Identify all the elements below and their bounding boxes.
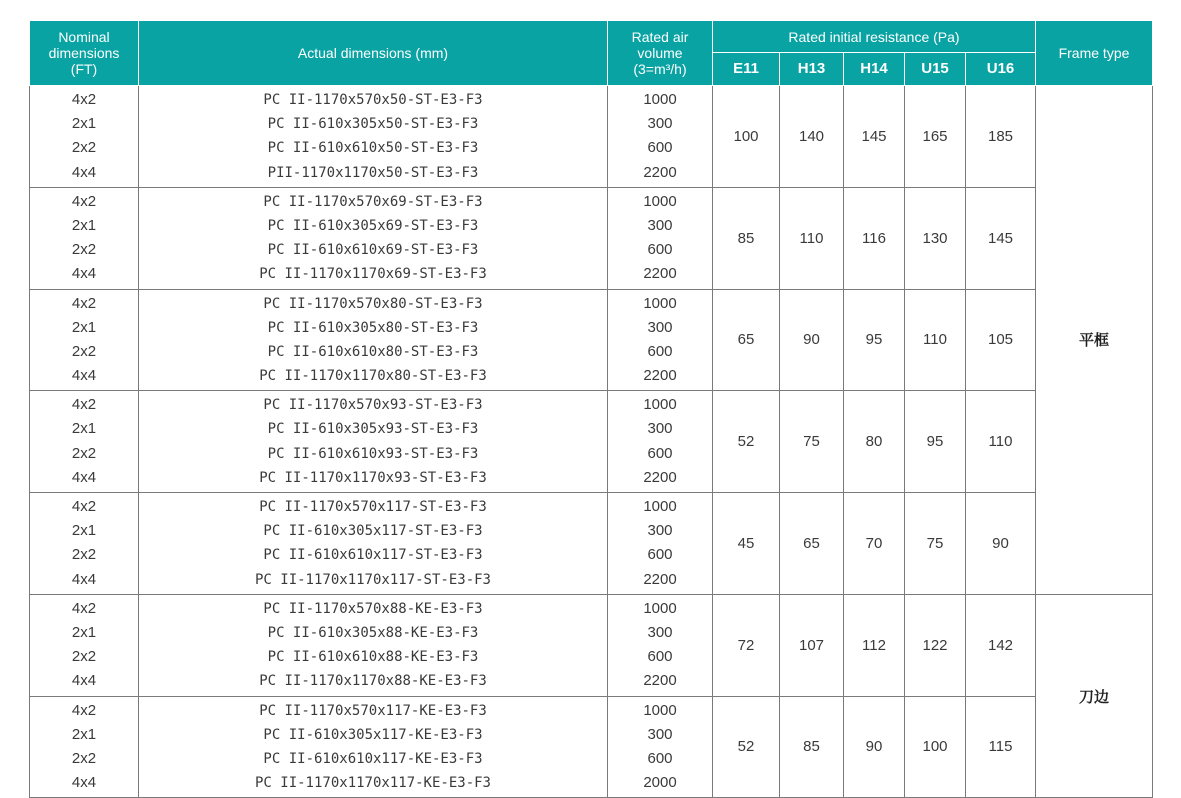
nominal-dimension-value: 4x2 xyxy=(71,396,97,414)
actual-dimension-value: PC II-610x305x117-KE-E3-F3 xyxy=(263,726,483,743)
nominal-dimension-value: 2x2 xyxy=(71,546,97,564)
actual-dimension-value: PC II-610x610x80-ST-E3-F3 xyxy=(267,343,479,360)
nominal-dimension-cell xyxy=(30,696,139,798)
nominal-dimension-cell xyxy=(30,187,139,289)
actual-dimension-value: PC II-610x610x69-ST-E3-F3 xyxy=(267,242,479,259)
resistance-e11: 72 xyxy=(713,594,780,696)
resistance-h13: 90 xyxy=(780,289,844,391)
nominal-dimension-cell xyxy=(30,594,139,696)
actual-dimension-cell xyxy=(139,493,608,595)
rated-air-volume-cell xyxy=(608,289,713,391)
rated-air-volume-value: 1000 xyxy=(643,396,677,414)
resistance-u15: 95 xyxy=(905,391,966,493)
rated-air-volume-value: 300 xyxy=(647,725,673,743)
nominal-dimension-value: 4x4 xyxy=(71,163,97,181)
resistance-h13: 140 xyxy=(780,86,844,188)
header-grade-u16: U16 xyxy=(966,53,1036,86)
nominal-dimension-value: 4x2 xyxy=(71,498,97,515)
resistance-h14: 145 xyxy=(844,86,905,188)
resistance-h13: 110 xyxy=(780,187,844,289)
actual-dimension-value: PC II-610x305x50-ST-E3-F3 xyxy=(267,116,479,133)
nominal-dimension-value: 2x2 xyxy=(71,444,97,462)
nominal-dimension-value: 2x1 xyxy=(71,623,97,641)
header-grade-u15: U15 xyxy=(905,53,966,86)
nominal-dimension-value: 4x2 xyxy=(71,192,97,210)
resistance-h13: 65 xyxy=(780,493,844,595)
header-resistance: Rated initial resistance (Pa) xyxy=(713,21,1036,53)
rated-air-volume-value: 2200 xyxy=(643,265,677,283)
resistance-e11: 52 xyxy=(713,391,780,493)
table-row-group xyxy=(30,187,1153,289)
table-row-group xyxy=(30,391,1153,493)
resistance-h14: 95 xyxy=(844,289,905,391)
resistance-e11: 65 xyxy=(713,289,780,391)
nominal-dimension-cell xyxy=(30,391,139,493)
actual-dimension-value: PC II-1170x570x93-ST-E3-F3 xyxy=(263,397,483,414)
actual-dimension-value: PC II-1170x570x80-ST-E3-F3 xyxy=(263,295,483,312)
header-airflow: Rated air volume (3=m³/h) xyxy=(608,21,713,86)
actual-dimension-value: PC II-610x305x117-ST-E3-F3 xyxy=(263,523,483,540)
actual-dimension-value: PC II-1170x570x69-ST-E3-F3 xyxy=(263,193,483,210)
nominal-dimension-cell xyxy=(30,86,139,188)
nominal-dimension-value: 4x2 xyxy=(71,91,97,108)
actual-dimension-value: PC II-1170x570x117-KE-E3-F3 xyxy=(259,702,487,719)
actual-dimension-value: PC II-1170x1170x69-ST-E3-F3 xyxy=(259,266,487,283)
nominal-dimension-value: 2x1 xyxy=(71,318,97,336)
resistance-h13: 75 xyxy=(780,391,844,493)
header-grade-e11: E11 xyxy=(713,53,780,86)
actual-dimension-cell xyxy=(139,594,608,696)
resistance-h14: 112 xyxy=(844,594,905,696)
table-row-group xyxy=(30,696,1153,798)
resistance-h14: 80 xyxy=(844,391,905,493)
actual-dimension-cell xyxy=(139,86,608,188)
table-row-group xyxy=(30,493,1153,595)
actual-dimension-value: PC II-1170x1170x93-ST-E3-F3 xyxy=(259,469,487,486)
rated-air-volume-value: 300 xyxy=(647,216,673,234)
header-nominal: Nominal dimensions (FT) xyxy=(30,21,139,86)
rated-air-volume-value: 300 xyxy=(647,318,673,336)
actual-dimension-cell xyxy=(139,187,608,289)
nominal-dimension-value: 4x4 xyxy=(71,672,97,690)
resistance-u15: 122 xyxy=(905,594,966,696)
nominal-dimension-value: 4x2 xyxy=(71,294,97,312)
rated-air-volume-value: 600 xyxy=(647,241,673,259)
rated-air-volume-value: 300 xyxy=(647,115,673,133)
nominal-dimension-cell xyxy=(30,289,139,391)
actual-dimension-value: PII-1170x1170x50-ST-E3-F3 xyxy=(267,164,479,181)
header-actual: Actual dimensions (mm) xyxy=(139,21,608,86)
resistance-u15: 130 xyxy=(905,187,966,289)
actual-dimension-value: PC II-610x305x69-ST-E3-F3 xyxy=(267,217,479,234)
actual-dimension-value: PC II-610x610x88-KE-E3-F3 xyxy=(267,649,479,666)
nominal-dimension-value: 2x2 xyxy=(71,749,97,767)
nominal-dimension-value: 2x2 xyxy=(71,342,97,360)
actual-dimension-cell xyxy=(139,391,608,493)
nominal-dimension-value: 2x1 xyxy=(71,725,97,743)
resistance-h14: 90 xyxy=(844,696,905,798)
actual-dimension-value: PC II-1170x1170x117-ST-E3-F3 xyxy=(254,571,491,588)
actual-dimension-cell xyxy=(139,696,608,798)
actual-dimension-value: PC II-1170x570x88-KE-E3-F3 xyxy=(263,600,483,617)
nominal-dimension-value: 4x2 xyxy=(71,701,97,719)
actual-dimension-value: PC II-610x305x88-KE-E3-F3 xyxy=(267,624,479,641)
actual-dimension-value: PC II-610x305x80-ST-E3-F3 xyxy=(267,319,479,336)
resistance-e11: 100 xyxy=(713,86,780,188)
frame-type: 刀边 xyxy=(1036,594,1153,798)
resistance-u16: 142 xyxy=(966,594,1036,696)
rated-air-volume-value: 300 xyxy=(647,623,673,641)
nominal-dimension-value: 4x4 xyxy=(71,468,97,486)
rated-air-volume-value: 600 xyxy=(647,648,673,666)
nominal-dimension-value: 2x2 xyxy=(71,648,97,666)
resistance-u15: 110 xyxy=(905,289,966,391)
table-row-group xyxy=(30,594,1153,696)
resistance-u15: 165 xyxy=(905,86,966,188)
resistance-h13: 107 xyxy=(780,594,844,696)
nominal-dimension-value: 2x2 xyxy=(71,139,97,157)
rated-air-volume-value: 1000 xyxy=(643,498,677,515)
header-frame: Frame type xyxy=(1036,21,1153,86)
actual-dimension-value: PC II-610x610x50-ST-E3-F3 xyxy=(267,140,479,157)
actual-dimension-value: PC II-1170x1170x117-KE-E3-F3 xyxy=(254,775,491,792)
rated-air-volume-value: 2200 xyxy=(643,367,677,385)
rated-air-volume-cell xyxy=(608,493,713,595)
table-row-group xyxy=(30,86,1153,188)
resistance-h14: 70 xyxy=(844,493,905,595)
resistance-u16: 110 xyxy=(966,391,1036,493)
actual-dimension-value: PC II-1170x1170x80-ST-E3-F3 xyxy=(259,368,487,385)
rated-air-volume-value: 1000 xyxy=(643,294,677,312)
rated-air-volume-value: 1000 xyxy=(643,599,677,617)
nominal-dimension-value: 2x1 xyxy=(71,216,97,234)
nominal-dimension-value: 2x2 xyxy=(71,241,97,259)
actual-dimension-cell xyxy=(139,289,608,391)
rated-air-volume-value: 600 xyxy=(647,139,673,157)
resistance-u15: 75 xyxy=(905,493,966,595)
table-body xyxy=(30,86,1153,798)
rated-air-volume-cell xyxy=(608,86,713,188)
nominal-dimension-value: 2x1 xyxy=(71,115,97,133)
rated-air-volume-value: 600 xyxy=(647,749,673,767)
resistance-u16: 115 xyxy=(966,696,1036,798)
resistance-h14: 116 xyxy=(844,187,905,289)
rated-air-volume-value: 2200 xyxy=(643,163,677,181)
resistance-h13: 85 xyxy=(780,696,844,798)
nominal-dimension-value: 4x4 xyxy=(71,570,97,588)
nominal-dimension-value: 4x4 xyxy=(71,265,97,283)
header-grade-h14: H14 xyxy=(844,53,905,86)
rated-air-volume-value: 1000 xyxy=(643,701,677,719)
rated-air-volume-value: 600 xyxy=(647,546,673,564)
resistance-u15: 100 xyxy=(905,696,966,798)
nominal-dimension-cell xyxy=(30,493,139,595)
actual-dimension-value: PC II-610x610x117-KE-E3-F3 xyxy=(263,750,483,767)
rated-air-volume-cell xyxy=(608,187,713,289)
table-row-group xyxy=(30,289,1153,391)
rated-air-volume-value: 2200 xyxy=(643,570,677,588)
rated-air-volume-value: 300 xyxy=(647,522,673,540)
rated-air-volume-value: 1000 xyxy=(643,91,677,108)
resistance-u16: 105 xyxy=(966,289,1036,391)
actual-dimension-value: PC II-1170x570x50-ST-E3-F3 xyxy=(263,92,483,108)
rated-air-volume-value: 1000 xyxy=(643,192,677,210)
spec-table xyxy=(29,20,1153,798)
resistance-u16: 90 xyxy=(966,493,1036,595)
resistance-u16: 185 xyxy=(966,86,1036,188)
actual-dimension-value: PC II-610x305x93-ST-E3-F3 xyxy=(267,421,479,438)
nominal-dimension-value: 4x4 xyxy=(71,774,97,792)
actual-dimension-value: PC II-1170x570x117-ST-E3-F3 xyxy=(259,499,487,515)
resistance-e11: 45 xyxy=(713,493,780,595)
actual-dimension-value: PC II-610x610x93-ST-E3-F3 xyxy=(267,445,479,462)
frame-type: 平框 xyxy=(1036,86,1153,595)
resistance-e11: 85 xyxy=(713,187,780,289)
rated-air-volume-value: 2000 xyxy=(643,774,677,792)
rated-air-volume-value: 600 xyxy=(647,444,673,462)
nominal-dimension-value: 2x1 xyxy=(71,522,97,540)
rated-air-volume-value: 2200 xyxy=(643,672,677,690)
rated-air-volume-value: 300 xyxy=(647,420,673,438)
nominal-dimension-value: 4x4 xyxy=(71,367,97,385)
rated-air-volume-cell xyxy=(608,594,713,696)
nominal-dimension-value: 2x1 xyxy=(71,420,97,438)
rated-air-volume-cell xyxy=(608,696,713,798)
rated-air-volume-value: 2200 xyxy=(643,468,677,486)
actual-dimension-value: PC II-1170x1170x88-KE-E3-F3 xyxy=(259,673,487,690)
rated-air-volume-value: 600 xyxy=(647,342,673,360)
header-grade-h13: H13 xyxy=(780,53,844,86)
rated-air-volume-cell xyxy=(608,391,713,493)
nominal-dimension-value: 4x2 xyxy=(71,599,97,617)
resistance-u16: 145 xyxy=(966,187,1036,289)
actual-dimension-value: PC II-610x610x117-ST-E3-F3 xyxy=(263,547,483,564)
resistance-e11: 52 xyxy=(713,696,780,798)
